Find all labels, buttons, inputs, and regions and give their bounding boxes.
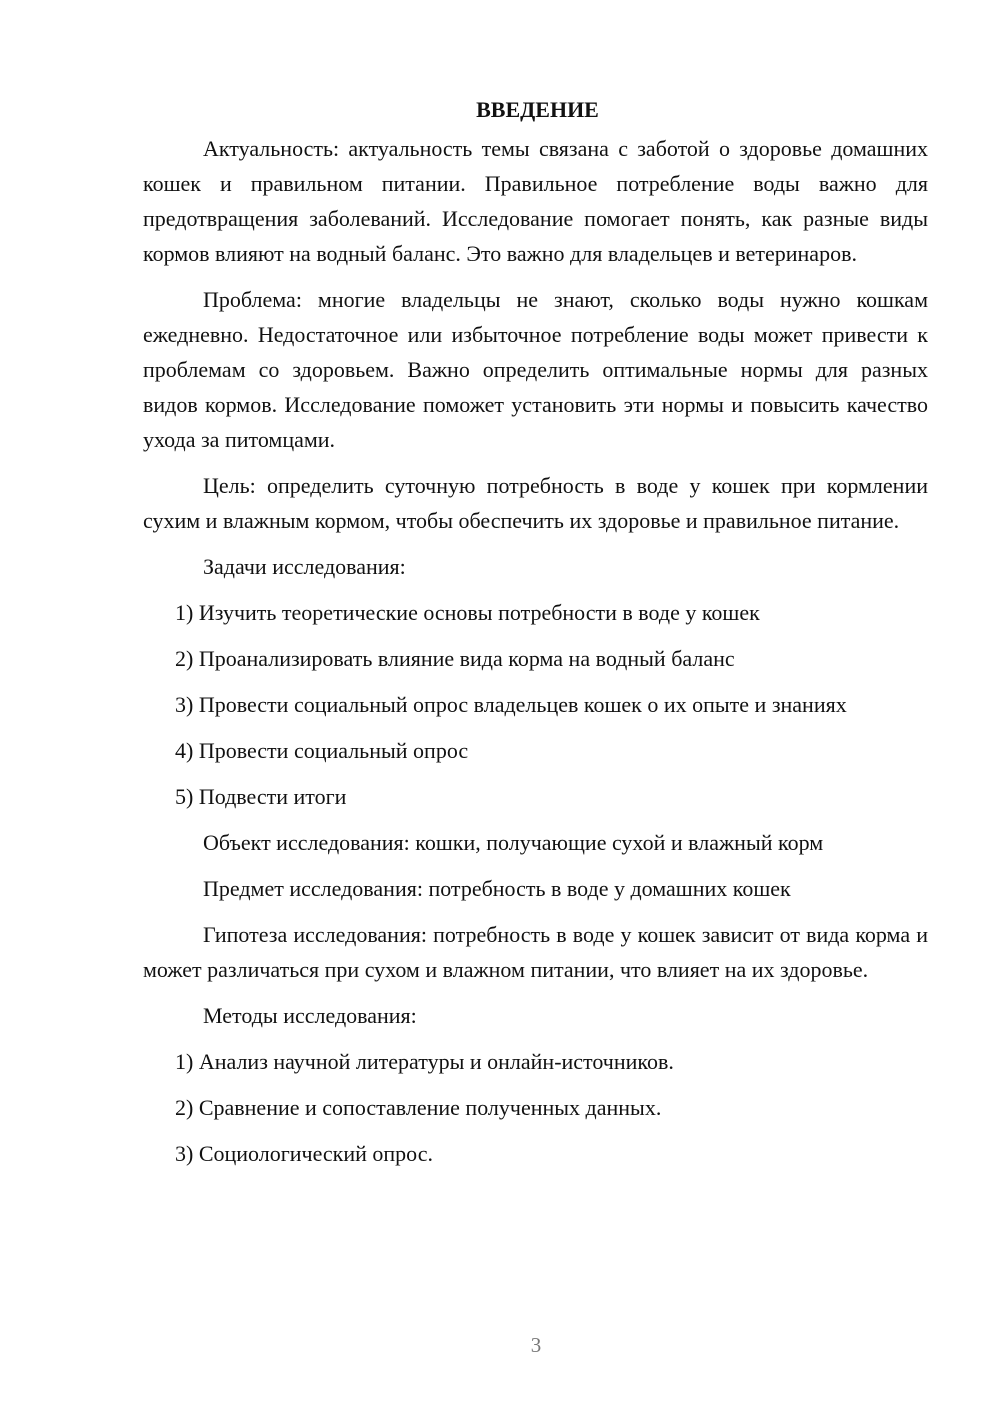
goal-paragraph: Цель: определить суточную потребность в воде у кошек при кормлении сухим и влажным кормом, чтобы обеспечить их здоровье и правильное питание. — [143, 473, 928, 533]
task-item: 5) Подвести итоги — [175, 784, 347, 809]
method-item: 3) Социологический опрос. — [175, 1141, 433, 1166]
methods-label: Методы исследования: — [203, 1003, 417, 1028]
method-item: 1) Анализ научной литературы и онлайн-источников. — [175, 1049, 674, 1074]
tasks-label: Задачи исследования: — [203, 554, 406, 579]
hypothesis-paragraph: Гипотеза исследования: потребность в воде у кошек зависит от вида корма и может различаться при сухом и влажном питании, что влияет на их здоровье. — [143, 922, 928, 982]
method-item: 2) Сравнение и сопоставление полученных данных. — [175, 1095, 662, 1120]
task-item: 2) Проанализировать влияние вида корма на водный баланс — [175, 646, 735, 671]
object-paragraph: Объект исследования: кошки, получающие сухой и влажный корм — [203, 830, 824, 855]
task-item: 4) Провести социальный опрос — [175, 738, 469, 763]
section-title: ВВЕДЕНИЕ — [476, 97, 599, 122]
task-item: 3) Провести социальный опрос владельцев кошек о их опыте и знаниях — [175, 692, 847, 717]
task-item: 1) Изучить теоретические основы потребности в воде у кошек — [175, 600, 760, 625]
document-page — [143, 92, 928, 1182]
problem-paragraph: Проблема: многие владельцы не знают, сколько воды нужно кошкам ежедневно. Недостаточное или избыточное потребление воды может привести к проблемам со здоровьем. Важно определить оптимальные нормы для разных видов кормов. Исследование поможет установить эти нормы и повысить качество ухода за питомцами. — [143, 287, 928, 452]
relevance-paragraph: Актуальность: актуальность темы связана с заботой о здоровье домашних кошек и правильном питании. Правильное потребление воды важно для предотвращения заболеваний. Исследование помогает понять, как разные виды кормов влияют на водный баланс. Это важно для владельцев и ветеринаров. — [143, 136, 928, 266]
page-number: 3 — [530, 1333, 542, 1357]
subject-paragraph: Предмет исследования: потребность в воде у домашних кошек — [203, 876, 791, 901]
